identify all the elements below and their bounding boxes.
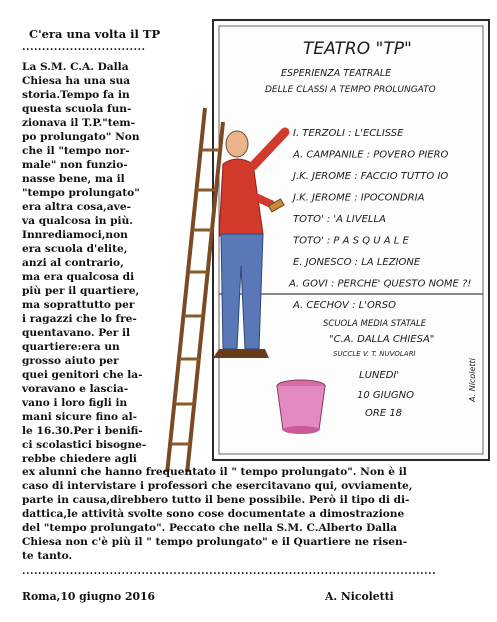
article-line: le 16.30.Per i benifi- [22,425,143,437]
article-line: storia.Tempo fa in [22,89,130,101]
article-line: questa scuola fun- [22,103,132,115]
program-entry: E. JONESCO : LA LEZIONE [293,257,421,268]
board-subtitle: ESPERIENZA TEATRALE [281,68,392,79]
article-line: voravano e lascia- [22,383,129,395]
article-line: Chiesa non c'è più il " tempo prolungato" e il Quartiere ne risen- [22,536,408,548]
article-line: dattica,le attività svolte sono cose documentate a dimostrazione [22,508,405,520]
article-line: Innrediamoci,non [22,229,128,241]
notice-line: 10 GIUGNO [357,390,415,401]
article-line: parte in causa,direbbero tutto il bene possibile. Però il tipo di di- [22,494,410,506]
article-line: Chiesa ha una sua [22,75,131,87]
article-line: quentavano. Per il [22,327,131,339]
article-line: va qualcosa in più. [22,215,133,227]
article-line: vano i loro figli in [22,397,128,409]
article-line: "tempo prolungato" [22,187,140,199]
article-line: La S.M. C.A. Dalla [22,61,129,73]
board-subtitle-2: DELLE CLASSI A TEMPO PROLUNGATO [265,85,436,95]
article-line: più per il quartiere, [22,285,140,297]
closing-divider: ........................................................................................................ [22,566,437,577]
program-entry: TOTO' : 'A LIVELLA [293,214,386,225]
article-line: male" non funzio- [22,159,128,171]
article-line: i ragazzi che lo fre- [22,313,137,325]
program-entry: TOTO' : P A S Q U A L E [293,235,409,247]
article-line: ex alunni che hanno frequentato il " tempo prolungato". Non è il [22,466,407,478]
place-date: Roma,10 giugno 2016 [22,590,156,603]
article-line: caso di intervistare i professori che esercitavano qui, ovviamente, [22,480,413,492]
article-line: po prolungato" Non [22,131,140,143]
program-entry: A. CECHOV : L'ORSO [293,300,396,311]
article-line: ma soprattutto per [22,299,135,311]
program-entry: J.K. JEROME : IPOCONDRIA [293,192,425,204]
title-divider: ............................... [22,42,146,53]
notice-line: SUCCLE V. T. NUVOLARI [333,350,416,358]
article-line: che il "tempo nor- [22,145,130,157]
article-line: del "tempo prolungato". Peccato che nella S.M. C.Alberto Dalla [22,522,398,534]
notice-line: ORE 18 [365,408,403,419]
board-title: TEATRO "TP" [303,39,412,59]
article-line: ci scolastici bisogne- [22,439,147,451]
article-line: rebbe chiedere agli [22,453,137,465]
article-wide-text [22,465,467,563]
program-entry: J.K. JEROME : FACCIO TUTTO IO [293,171,449,182]
notice-line: SCUOLA MEDIA STATALE [323,319,427,329]
article-line: quartiere:era un [22,341,120,353]
author-name: A. Nicoletti [325,590,394,603]
notice-line: LUNEDI' [359,370,400,381]
article-line: quei genitori che la- [22,369,143,381]
program-entry: A. CAMPANILE : POVERO PIERO [293,149,449,161]
article-line: anzi al contrario, [22,257,124,269]
article-line: zionava il T.P."tem- [22,117,135,129]
article-title: C'era una volta il TP [29,27,161,41]
article-line: era scuola d'elite, [22,243,128,255]
artist-signature: A. Nicoletti [468,358,477,402]
article-line: mani sicure fino al- [22,411,138,423]
program-entry: A. GOVI : PERCHE' QUESTO NOME ?! [289,278,472,290]
article-line: era altra cosa,ave- [22,201,131,213]
paint-bucket [277,380,325,434]
notice-line: "C.A. DALLA CHIESA" [329,334,435,345]
program-entry: I. TERZOLI : L'ECLISSE [293,128,404,139]
article-line: te tanto. [22,550,73,562]
article-line: ma era qualcosa di [22,271,135,283]
article-line: nasse bene, ma il [22,173,125,185]
article-line: grosso aiuto per [22,355,119,367]
theatre-illustration [153,4,497,472]
